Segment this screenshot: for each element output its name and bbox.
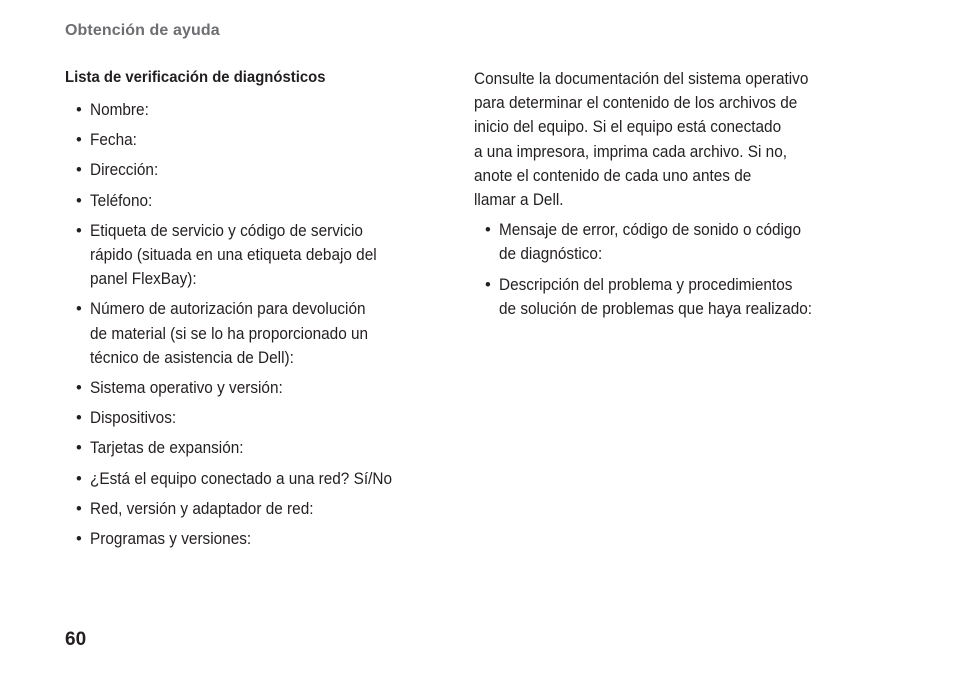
list-item <box>65 527 450 551</box>
list-item <box>65 158 450 182</box>
list-item-text: Número de autorización para devolución de material (si se lo ha proporcionado un técnico de asistencia de Dell): <box>90 300 369 367</box>
bullet: • <box>76 439 82 458</box>
list-item <box>65 467 450 491</box>
bullet: • <box>76 101 82 119</box>
list-item-text: Mensaje de error, código de sonido o código de diagnóstico: <box>499 221 801 264</box>
list-item-text: Nombre: <box>90 101 149 119</box>
list-item-text: Etiqueta de servicio y código de servicio rápido (situada en una etiqueta debajo del panel FlexBay): <box>90 221 377 289</box>
list-item <box>65 376 450 400</box>
bullet: • <box>76 191 82 210</box>
list-item-text: ¿Está el equipo conectado a una red? Sí/No <box>90 469 392 488</box>
list-item <box>65 436 450 460</box>
bullet: • <box>76 300 82 319</box>
list-item-text: Programas y versiones: <box>90 530 252 549</box>
bullet: • <box>76 379 82 398</box>
bullet: • <box>76 530 82 549</box>
list-item <box>65 98 450 122</box>
right-column <box>474 67 874 327</box>
list-item <box>65 497 450 521</box>
bullet: • <box>485 275 491 294</box>
list-item <box>65 297 450 370</box>
list-item-text: Sistema operativo y versión: <box>90 379 283 398</box>
list-item <box>65 406 450 430</box>
page-number: 60 <box>65 629 87 650</box>
left-column <box>65 67 450 557</box>
running-header: Obtención de ayuda <box>65 22 220 39</box>
instructions-paragraph: Consulte la documentación del sistema operativo para determinar el contenido de los archivos de inicio del equipo. Si el equipo está conectado a una impresora, imprima cada archivo. Si no, anote el contenido de cada uno antes de llamar a Dell. <box>474 70 809 210</box>
list-item <box>474 273 874 321</box>
list-item-text: Dirección: <box>90 161 159 180</box>
bullet: • <box>76 499 82 518</box>
diagnostic-checklist-continued <box>474 218 874 321</box>
bullet: • <box>76 469 82 488</box>
list-item-text: Teléfono: <box>90 191 153 210</box>
list-item-text: Dispositivos: <box>90 409 177 428</box>
bullet: • <box>76 161 82 180</box>
list-item <box>65 128 450 152</box>
list-item-text: Red, versión y adaptador de red: <box>90 499 314 518</box>
bullet: • <box>76 131 82 150</box>
list-item <box>474 218 874 266</box>
section-title: Lista de verificación de diagnósticos <box>65 69 326 86</box>
bullet: • <box>76 221 82 240</box>
bullet: • <box>485 221 491 240</box>
list-item-text: Descripción del problema y procedimientos de solución de problemas que haya realizado: <box>499 275 813 318</box>
list-item-text: Tarjetas de expansión: <box>90 439 244 458</box>
list-item-text: Fecha: <box>90 131 137 150</box>
bullet: • <box>76 409 82 428</box>
list-item <box>65 219 450 292</box>
list-item <box>65 189 450 213</box>
diagnostic-checklist <box>65 98 450 551</box>
